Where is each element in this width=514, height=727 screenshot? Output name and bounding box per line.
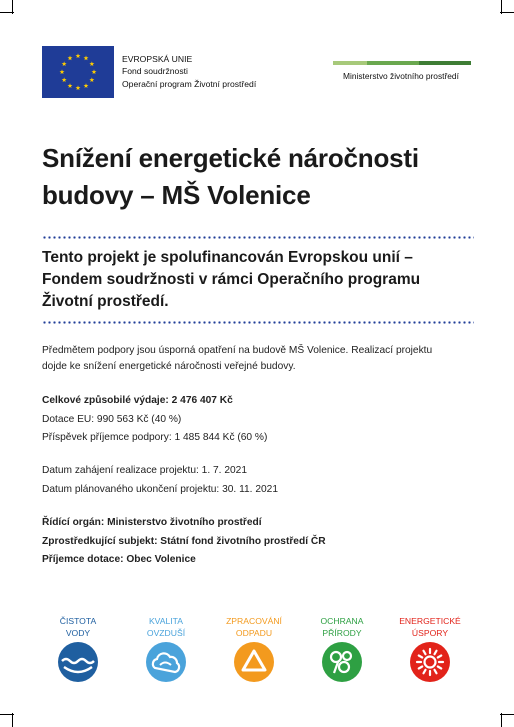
finance-section: [42, 392, 482, 448]
water-icon: [58, 642, 98, 682]
theme-label: KVALITA OVZDUŠÍ: [146, 616, 186, 638]
eu-name: EVROPSKÁ UNIE: [122, 54, 193, 64]
project-description: [42, 343, 482, 375]
crop-mark: [500, 12, 514, 13]
theme-label: ZPRACOVÁNÍ ODPADU: [226, 616, 282, 638]
managing-authority: Řídící orgán: Ministerstvo životního prostředí: [42, 517, 262, 528]
crop-mark: [0, 714, 14, 715]
theme-water: [33, 616, 123, 682]
ministry-name: Ministerstvo životního prostředí: [343, 71, 459, 81]
statement-line: Fondem soudržnosti v rámci Operačního programu: [42, 271, 421, 288]
eu-programme: Operační program Životní prostředí: [122, 78, 257, 89]
cloud-icon: [146, 642, 186, 682]
theme-label: ENERGETICKÉ ÚSPORY: [399, 616, 461, 638]
eu-fund: Fond soudržnosti: [122, 66, 188, 77]
theme-nature: [297, 616, 387, 682]
bodies-section: [42, 514, 482, 570]
recycle-triangle-icon: [234, 642, 274, 682]
end-date: Datum plánovaného ukončení projektu: 30. 11. 2021: [42, 483, 278, 495]
ministry-color-bars: [333, 61, 471, 65]
eu-flag-icon: [42, 46, 114, 98]
eu-grant: Dotace EU: 990 563 Kč (40 %): [42, 413, 182, 425]
theme-label: ČISTOTA VODY: [59, 616, 97, 638]
dotted-divider: [42, 321, 474, 324]
sun-icon: [410, 642, 450, 682]
crop-mark: [12, 713, 13, 727]
theme-air: [121, 616, 211, 682]
title-line: budovy – MŠ Volenice: [42, 180, 311, 210]
description-line: dojde ke snížení energetické náročnosti veřejné budovy.: [42, 361, 296, 372]
eu-logo-block: [42, 46, 256, 98]
start-date: Datum zahájení realizace projektu: 1. 7. 2021: [42, 465, 248, 476]
grant-recipient: Příjemce dotace: Obec Volenice: [42, 554, 196, 565]
project-statement: [42, 247, 486, 313]
eu-text: [122, 53, 256, 90]
crop-mark: [501, 713, 502, 727]
ministry-bar: [419, 61, 471, 65]
total-costs: Celkové způsobilé výdaje: 2 476 407 Kč: [42, 395, 233, 406]
intermediate-body: Zprostředkující subjekt: Státní fond životního prostředí ČR: [42, 535, 326, 547]
nature-icon: [322, 642, 362, 682]
theme-label: OCHRANA PŘÍRODY: [320, 616, 364, 638]
dates-section: [42, 462, 482, 499]
ministry-logo-block: [333, 61, 471, 81]
ministry-bar: [367, 61, 419, 65]
theme-icons: [40, 616, 480, 686]
description-line: Předmětem podpory jsou úsporná opatření na budově MŠ Volenice. Realizací projektu: [42, 345, 433, 356]
title-line: Snížení energetické náročnosti: [42, 143, 419, 173]
theme-energy: [385, 616, 475, 682]
page-title: [42, 140, 482, 214]
ministry-bar: [333, 61, 367, 65]
crop-mark: [500, 714, 514, 715]
recipient-share: Příspěvek příjemce podpory: 1 485 844 Kč (60 %): [42, 432, 268, 443]
theme-waste: [209, 616, 299, 682]
statement-line: Životní prostředí.: [42, 293, 169, 310]
dotted-divider: [42, 236, 474, 239]
statement-line: Tento projekt je spolufinancován Evropskou unií –: [42, 249, 413, 266]
crop-mark: [0, 12, 14, 13]
